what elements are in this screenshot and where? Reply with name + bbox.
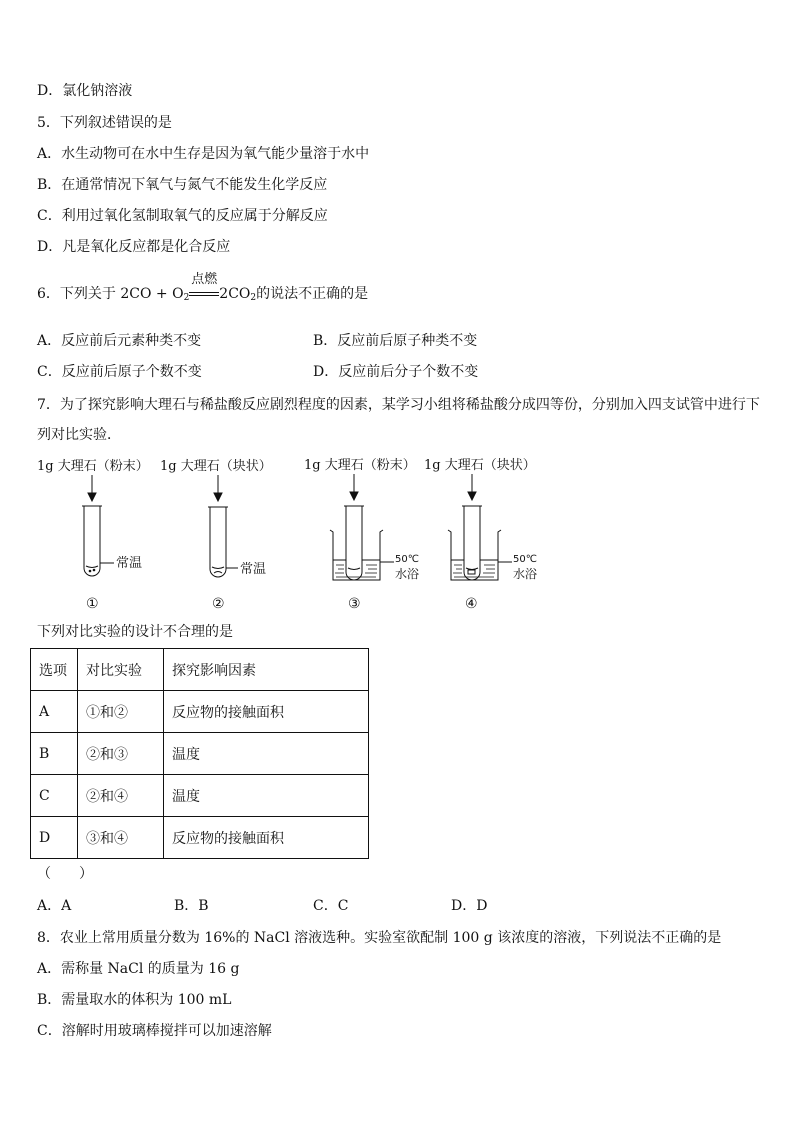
q5-stem: 5．下列叙述错误的是 (37, 115, 172, 131)
table-cell: C (31, 775, 78, 817)
q6-stem (37, 272, 369, 308)
condition-label: 点燃 (191, 272, 218, 287)
table-cell: ②和③ (78, 733, 164, 775)
table-cell: ②和④ (78, 775, 164, 817)
table-cell: 温度 (164, 733, 369, 775)
q6-prefix: 6．下列关于 2CO + O (37, 286, 184, 302)
room-temp-label-2: 常温 (240, 562, 267, 577)
table-cell: D (31, 817, 78, 859)
table-cell: ③和④ (78, 817, 164, 859)
tube-number-4: ④ (465, 596, 478, 612)
label-tube-4: 1g 大理石（块状） (424, 458, 536, 473)
table-row (31, 775, 369, 817)
table-cell: A (31, 691, 78, 733)
q4-option-d: D．氯化钠溶液 (37, 83, 133, 99)
table-row (31, 817, 369, 859)
q5-option-d: D．凡是氧化反应都是化合反应 (37, 239, 231, 255)
q6-suffix: 的说法不正确的是 (256, 286, 369, 302)
q6-sub-o2: 2 (183, 293, 190, 303)
label-tube-1: 1g 大理石（粉末） (37, 459, 149, 474)
table-row (31, 691, 369, 733)
reaction-condition (189, 272, 219, 304)
q6-product: 2CO (219, 286, 251, 302)
comparison-table (30, 648, 369, 859)
table-cell: B (31, 733, 78, 775)
tube-number-2: ② (212, 596, 225, 612)
experiment-figure (0, 470, 794, 640)
q7-option-b: B．B (174, 898, 209, 914)
table-header: 探究影响因素 (164, 649, 369, 691)
table-cell: 反应物的接触面积 (164, 817, 369, 859)
bath-temp-label-3: 50℃ (395, 554, 419, 565)
table-row (31, 733, 369, 775)
q7-answer-paren: （ ） (37, 866, 93, 882)
q6-option-a: A．反应前后元素种类不变 (37, 333, 202, 349)
q5-option-c: C．利用过氧化氢制取氧气的反应属于分解反应 (37, 208, 328, 224)
q7-stem-line2: 列对比实验． (37, 427, 121, 443)
room-temp-label-1: 常温 (116, 556, 143, 571)
q8-option-a: A．需称量 NaCl 的质量为 16 g (37, 961, 240, 977)
q5-option-b: B．在通常情况下氧气与氮气不能发生化学反应 (37, 177, 328, 193)
q6-option-b: B．反应前后原子种类不变 (313, 333, 478, 349)
table-header: 选项 (31, 649, 78, 691)
table-cell: ①和② (78, 691, 164, 733)
bath-label-4: 水浴 (513, 567, 538, 581)
table-header-row (31, 649, 369, 691)
table-cell: 反应物的接触面积 (164, 691, 369, 733)
table-header: 对比实验 (78, 649, 164, 691)
q6-option-c: C．反应前后原子个数不变 (37, 364, 202, 380)
q8-option-b: B．需量取水的体积为 100 mL (37, 992, 232, 1008)
q7-option-d: D．D (451, 898, 488, 914)
table-cell: 温度 (164, 775, 369, 817)
q8-stem: 8．农业上常用质量分数为 16%的 NaCl 溶液选种。实验室欲配制 100 g 该浓度的溶液，下列说法不正确的是 (37, 930, 722, 946)
label-tube-3: 1g 大理石（粉末） (304, 458, 416, 473)
tube-number-1: ① (86, 596, 99, 612)
bath-temp-label-4: 50℃ (513, 554, 537, 565)
q8-option-c: C．溶解时用玻璃棒搅拌可以加速溶解 (37, 1023, 272, 1039)
bath-label-3: 水浴 (395, 567, 420, 581)
q7-stem-line1: 7．为了探究影响大理石与稀盐酸反应剧烈程度的因素，某学习小组将稀盐酸分成四等份，分别加入四支试管中进行下 (37, 397, 760, 413)
q6-sub-co2: 2 (250, 293, 257, 303)
q5-option-a: A．水生动物可在水中生存是因为氧气能少量溶于水中 (37, 146, 370, 162)
tube-number-3: ③ (348, 596, 361, 612)
q7-table-intro: 下列对比实验的设计不合理的是 (37, 624, 233, 640)
q6-option-d: D．反应前后分子个数不变 (313, 364, 479, 380)
label-tube-2: 1g 大理石（块状） (160, 459, 272, 474)
q7-option-a: A．A (37, 898, 72, 914)
q7-option-c: C．C (313, 898, 349, 914)
